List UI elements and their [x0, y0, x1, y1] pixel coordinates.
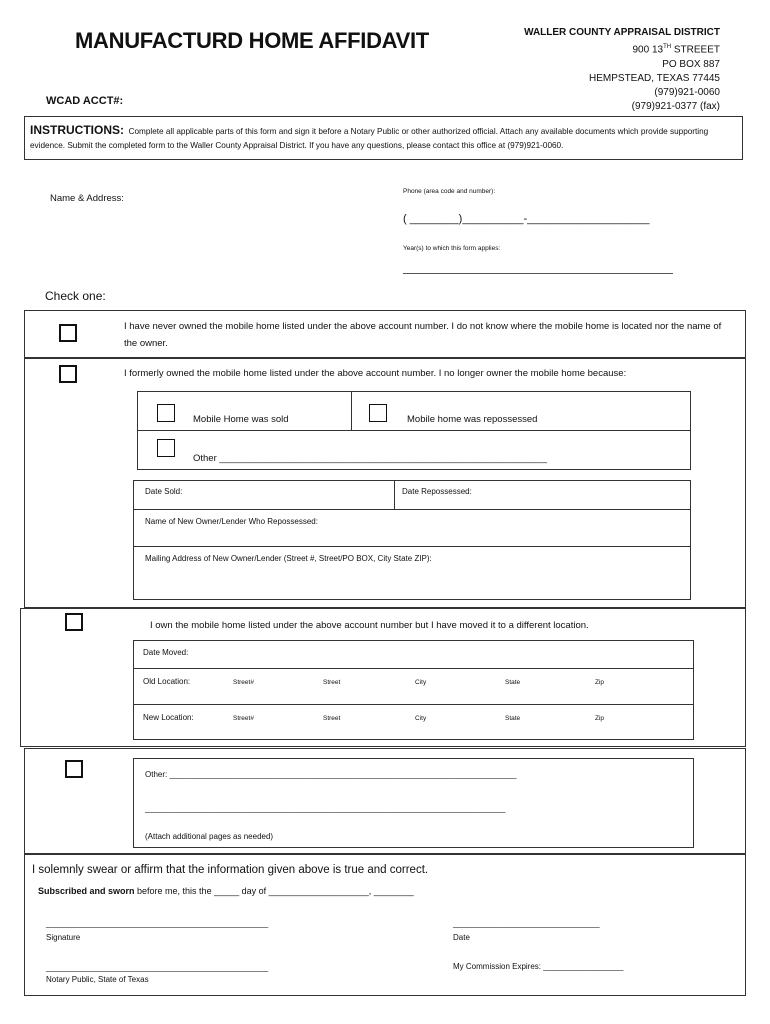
- name-address-label: Name & Address:: [50, 193, 124, 204]
- subscribed-line[interactable]: Subscribed and sworn before me, this the _____ day of ____________________, ________: [38, 886, 414, 896]
- sale-divider-v: [394, 480, 395, 509]
- new-street[interactable]: Street: [323, 715, 341, 722]
- date-line[interactable]: _______________________________: [453, 918, 600, 928]
- other-explain-line2[interactable]: _________________________________________________________________________________: [145, 804, 506, 813]
- sale-divider-2: [133, 546, 691, 547]
- district-phone: (979)921-0060: [654, 87, 720, 99]
- years-input[interactable]: [403, 273, 673, 274]
- old-street[interactable]: Street: [323, 679, 341, 686]
- instructions-box: [24, 116, 743, 160]
- district-street: 900 13TH STREEET: [632, 44, 720, 56]
- signature-line[interactable]: _______________________________________________: [46, 918, 269, 928]
- old-zip[interactable]: Zip: [595, 679, 605, 686]
- new-location-label: New Location:: [143, 713, 194, 722]
- relocation-box: [133, 640, 694, 740]
- option1-text: I have never owned the mobile home listed under the above account number. I do not know where the mobile home is located nor the name of the owner.: [124, 321, 722, 349]
- district-address-block: [524, 26, 720, 115]
- old-state[interactable]: State: [505, 679, 521, 686]
- phone-input[interactable]: ( ________)__________-____________________: [403, 213, 650, 225]
- instructions-text: Complete all applicable parts of this form and sign it before a Notary Public or other authorized official. Attach any available documents which provide supporting evidence. Submit the completed form to the Waller County Appraisal District. If you have any questions, please contact this office at (979)921-0060.: [30, 127, 709, 150]
- date-sold-field[interactable]: Date Sold:: [145, 487, 183, 496]
- option3-checkbox[interactable]: [65, 613, 83, 631]
- other-explain-input[interactable]: Other: ______________________________________________________________________________: [145, 770, 517, 779]
- repossessed-checkbox[interactable]: [369, 404, 387, 422]
- wcad-account-label: WCAD ACCT#:: [46, 95, 124, 107]
- signature-label: Signature: [46, 933, 81, 942]
- notary-label: Notary Public, State of Texas: [46, 975, 149, 984]
- reason-divider-h: [137, 430, 691, 431]
- district-po-box: PO BOX 887: [662, 58, 720, 70]
- oath-statement: I solemnly swear or affirm that the information given above is true and correct.: [32, 864, 429, 876]
- option4-checkbox[interactable]: [65, 760, 83, 778]
- notary-line[interactable]: _______________________________________________: [46, 962, 269, 972]
- form-title: MANUFACTURD HOME AFFIDAVIT: [75, 28, 429, 53]
- relocation-divider-1: [133, 668, 694, 669]
- relocation-divider-2: [133, 704, 694, 705]
- option1-checkbox[interactable]: [59, 324, 77, 342]
- option3-text: I own the mobile home listed under the above account number but I have moved it to a different location.: [150, 620, 589, 631]
- date-label: Date: [453, 933, 470, 942]
- attach-note: (Attach additional pages as needed): [145, 832, 274, 841]
- new-zip[interactable]: Zip: [595, 715, 605, 722]
- old-location-label: Old Location:: [143, 677, 191, 686]
- new-state[interactable]: State: [505, 715, 521, 722]
- date-moved-field[interactable]: Date Moved:: [143, 648, 189, 657]
- new-owner-field[interactable]: Name of New Owner/Lender Who Repossessed:: [145, 517, 318, 526]
- district-fax: (979)921-0377 (fax): [631, 101, 720, 113]
- commission-expires-field[interactable]: My Commission Expires: __________________: [453, 962, 624, 971]
- district-name: WALLER COUNTY APPRAISAL DISTRICT: [524, 27, 720, 38]
- instructions-label: INSTRUCTIONS:: [30, 123, 124, 137]
- option2-text: I formerly owned the mobile home listed under the above account number. I no longer owner the mobile home because:: [124, 368, 627, 379]
- phone-label: Phone (area code and number):: [403, 188, 496, 195]
- new-street-num[interactable]: Street#: [233, 715, 254, 722]
- repossessed-label: Mobile home was repossessed: [407, 414, 538, 425]
- date-repossessed-field[interactable]: Date Repossessed:: [402, 487, 472, 496]
- other-reason-checkbox[interactable]: [157, 439, 175, 457]
- reason-divider: [351, 391, 352, 430]
- sold-label: Mobile Home was sold: [193, 414, 289, 425]
- other-reason-input[interactable]: Other ______________________________________________________________: [193, 453, 547, 464]
- option2-checkbox[interactable]: [59, 365, 77, 383]
- old-street-num[interactable]: Street#: [233, 679, 254, 686]
- check-one-label: Check one:: [45, 289, 106, 303]
- sold-checkbox[interactable]: [157, 404, 175, 422]
- sale-divider-1: [133, 509, 691, 510]
- years-label: Year(s) to which this form applies:: [403, 245, 501, 252]
- district-city: HEMPSTEAD, TEXAS 77445: [589, 72, 720, 84]
- sale-details-box: [133, 480, 691, 600]
- old-city[interactable]: City: [415, 679, 427, 686]
- new-city[interactable]: City: [415, 715, 427, 722]
- mailing-address-field[interactable]: Mailing Address of New Owner/Lender (Street #, Street/PO BOX, City State ZIP):: [145, 554, 432, 563]
